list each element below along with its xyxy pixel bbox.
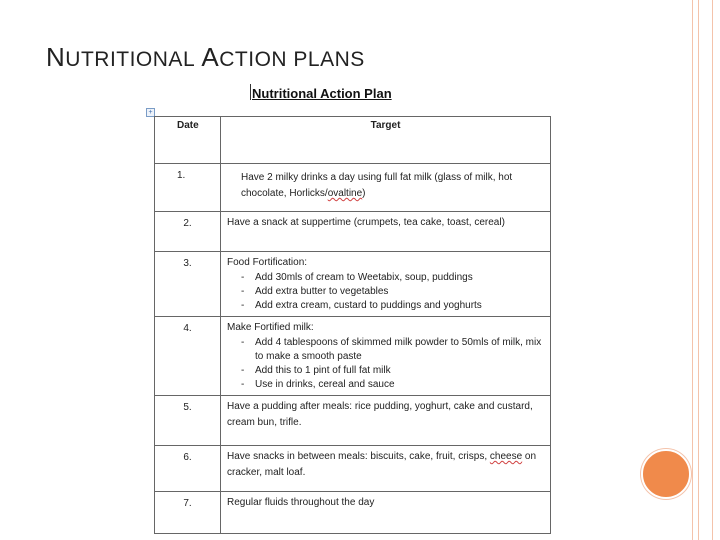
title-word: UTRITIONAL <box>65 48 196 71</box>
table-header-row <box>155 117 551 164</box>
list-item: - Add 30mls of cream to Weetabix, soup, puddings <box>255 271 546 285</box>
table-row <box>155 212 551 252</box>
row-target <box>221 164 551 212</box>
decorative-border-line <box>712 0 713 540</box>
table-move-handle-icon[interactable]: + <box>146 108 155 117</box>
list-item: - Add this to 1 pint of full fat milk <box>255 364 546 378</box>
column-header-date: Date <box>155 117 221 164</box>
row-number: 7. <box>155 492 221 534</box>
column-header-target: Target <box>221 117 551 164</box>
slide-title <box>46 42 365 73</box>
table-row <box>155 252 551 317</box>
row-target: Have a snack at suppertime (crumpets, tea cake, toast, cereal) <box>221 212 551 252</box>
decorative-border-line <box>692 0 693 540</box>
document-heading: Nutritional Action Plan <box>252 86 392 101</box>
title-initial: A <box>201 42 220 72</box>
table-row <box>155 317 551 396</box>
list-item: - Add 4 tablespoons of skimmed milk powder to 50mls of milk, mix to make a smooth paste <box>255 336 546 364</box>
row-number: 3. <box>155 252 221 317</box>
table-row <box>155 396 551 446</box>
list-item: - Add extra butter to vegetables <box>255 285 546 299</box>
row-target: Have a pudding after meals: rice pudding, yoghurt, cake and custard, cream bun, trifle. <box>221 396 551 446</box>
row-target-text-end: on cracker, malt loaf. <box>227 451 537 478</box>
title-initial: N <box>46 42 66 72</box>
row-number: 4. <box>155 317 221 396</box>
decorative-border-line <box>698 0 699 540</box>
list-item: - Add extra cream, custard to puddings and yoghurts <box>255 299 546 313</box>
text-cursor <box>250 84 251 100</box>
row-target-text: Have 2 milky drinks a day using full fat milk (glass of milk, hot chocolate, Horlicks/ <box>241 172 513 199</box>
row-target-text: Make Fortified milk: <box>227 322 314 333</box>
row-number: 5. <box>155 396 221 446</box>
bullet-list <box>227 336 546 392</box>
title-word: CTION PLANS <box>219 48 365 71</box>
row-target-text: Have snacks in between meals: biscuits, cake, fruit, crisps, <box>227 451 490 462</box>
row-target <box>221 317 551 396</box>
nutrition-plan-table <box>154 116 551 534</box>
bullet-list <box>227 271 546 313</box>
table-row <box>155 492 551 534</box>
row-target <box>221 252 551 317</box>
row-number: 1. <box>155 164 221 212</box>
row-target-text-end: ) <box>362 188 366 199</box>
row-target <box>221 446 551 492</box>
row-number: 2. <box>155 212 221 252</box>
table-row <box>155 446 551 492</box>
row-number: 6. <box>155 446 221 492</box>
row-target: Regular fluids throughout the day <box>221 492 551 534</box>
decorative-circle <box>641 449 691 499</box>
table-row <box>155 164 551 212</box>
spellcheck-word: ovaltine <box>327 188 363 199</box>
list-item: - Use in drinks, cereal and sauce <box>255 378 546 392</box>
row-target-text: Food Fortification: <box>227 257 308 268</box>
spellcheck-word: cheese <box>489 451 523 462</box>
